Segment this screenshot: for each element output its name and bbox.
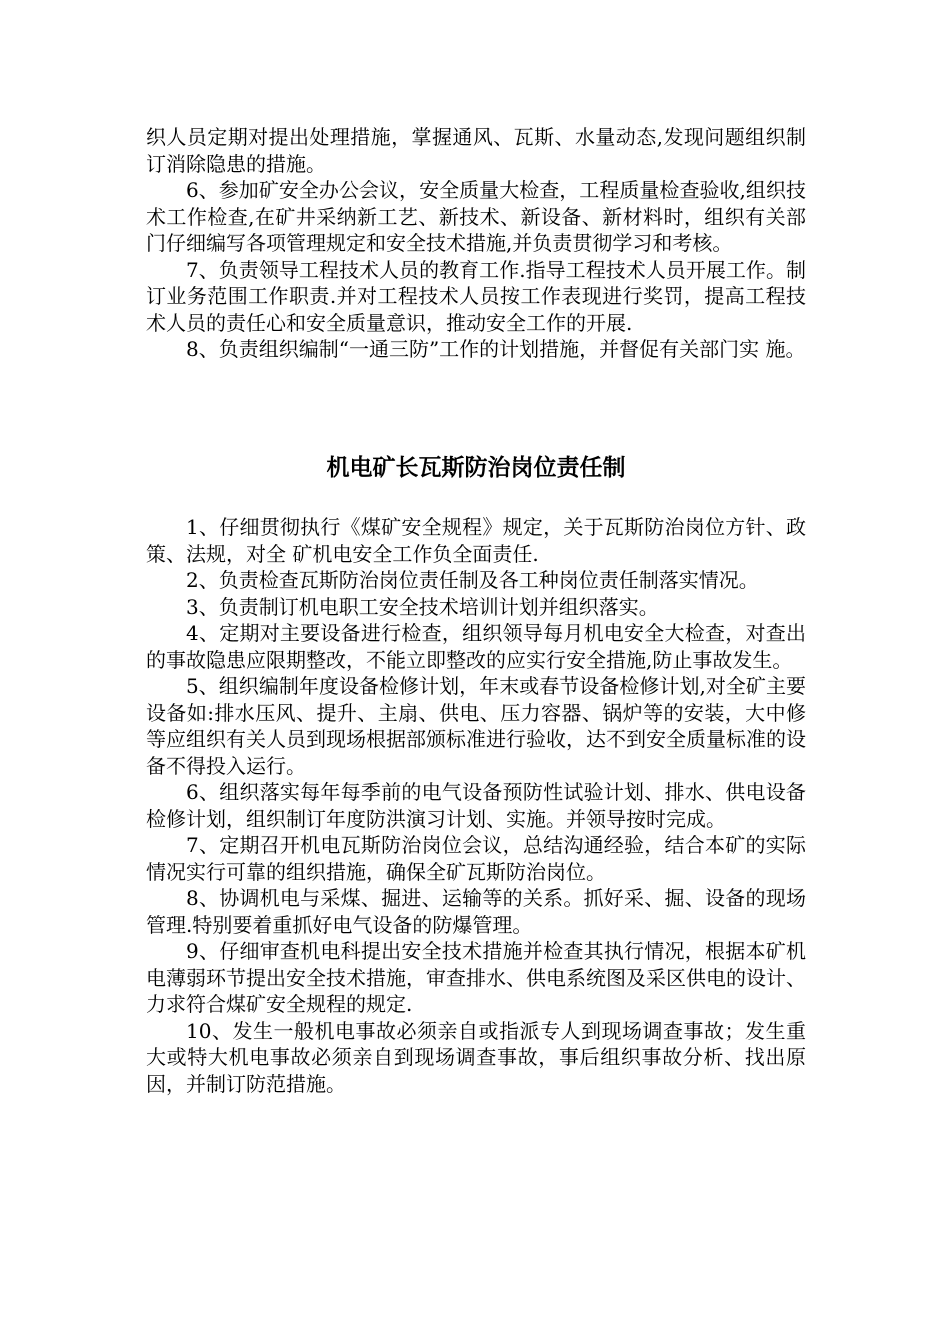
paragraph-item-6: 6、参加矿安全办公会议，安全质量大检查，工程质量检查验收,组织技术工作检查,在矿井采纳新工艺、新技术、新设备、新材料时，组织有关部门仔细编写各项管理规定和安全技术措施,并负责贯彻学习和考核。: [146, 178, 806, 255]
section-title: 机电矿长瓦斯防治岗位责任制: [326, 455, 626, 481]
paragraph-continuation: 织人员定期对提出处理措施，掌握通风、瓦斯、水量动态,发现问题组织制订消除隐患的措施。: [146, 125, 806, 176]
paragraph-item-7: 7、定期召开机电瓦斯防治岗位会议，总结沟通经验，结合本矿的实际情况实行可靠的组织措施，确保全矿瓦斯防治岗位。: [146, 833, 806, 884]
paragraph-item-6: 6、组织落实每年每季前的电气设备预防性试验计划、排水、供电设备检修计划，组织制订年度防洪演习计划、实施。并领导按时完成。: [146, 780, 806, 831]
paragraph-item-8: 8、协调机电与采煤、掘进、运输等的关系。抓好采、掘、设备的现场管理.特别要着重抓好电气设备的防爆管理。: [146, 886, 806, 937]
paragraph-item-2: 2、负责检查瓦斯防治岗位责任制及各工种岗位责任制落实情况。: [186, 568, 759, 592]
paragraph-item-7: 7、负责领导工程技术人员的教育工作.指导工程技术人员开展工作。制订业务范围工作职责.并对工程技术人员按工作表现进行奖罚，提高工程技术人员的责任心和安全质量意识，推动安全工作的开展.: [146, 257, 806, 335]
section-1-body: [146, 124, 806, 363]
paragraph-item-9: 9、仔细审查机电科提出安全技术措施并检查其执行情况，根据本矿机电薄弱环节提出安全技术措施，审查排水、供电系统图及采区供电的设计、力求符合煤矿安全规程的规定.: [146, 939, 806, 1016]
section-2-body: [146, 514, 806, 1097]
paragraph-item-3: 3、负责制订机电职工安全技术培训计划并组织落实。: [186, 594, 659, 619]
paragraph-item-5: 5、组织编制年度设备检修计划，年末或春节设备检修计划,对全矿主要设备如:排水压风、提升、主扇、供电、压力容器、锅炉等的安装，大中修等应组织有关人员到现场根据部颁标准进行验收，达不到安全质量标准的设备不得投入运行。: [146, 674, 806, 778]
paragraph-item-1: 1、仔细贯彻执行《煤矿安全规程》规定，关于瓦斯防治岗位方针、政策、法规，对全 矿机电安全工作负全面责任.: [146, 515, 806, 566]
paragraph-item-10: 10、发生一般机电事故必须亲自或指派专人到现场调查事故；发生重大或特大机电事故必须亲自到现场调查事故，事后组织事故分析、找出原因，并制订防范措施。: [146, 1018, 806, 1096]
paragraph-item-4: 4、定期对主要设备进行检查，组织领导每月机电安全大检查，对查出的事故隐患应限期整改，不能立即整改的应实行安全措施,防止事故发生。: [146, 621, 806, 672]
paragraph-item-8: 8、负责组织编制“一通三防”工作的计划措施，并督促有关部门实 施。: [186, 337, 806, 361]
